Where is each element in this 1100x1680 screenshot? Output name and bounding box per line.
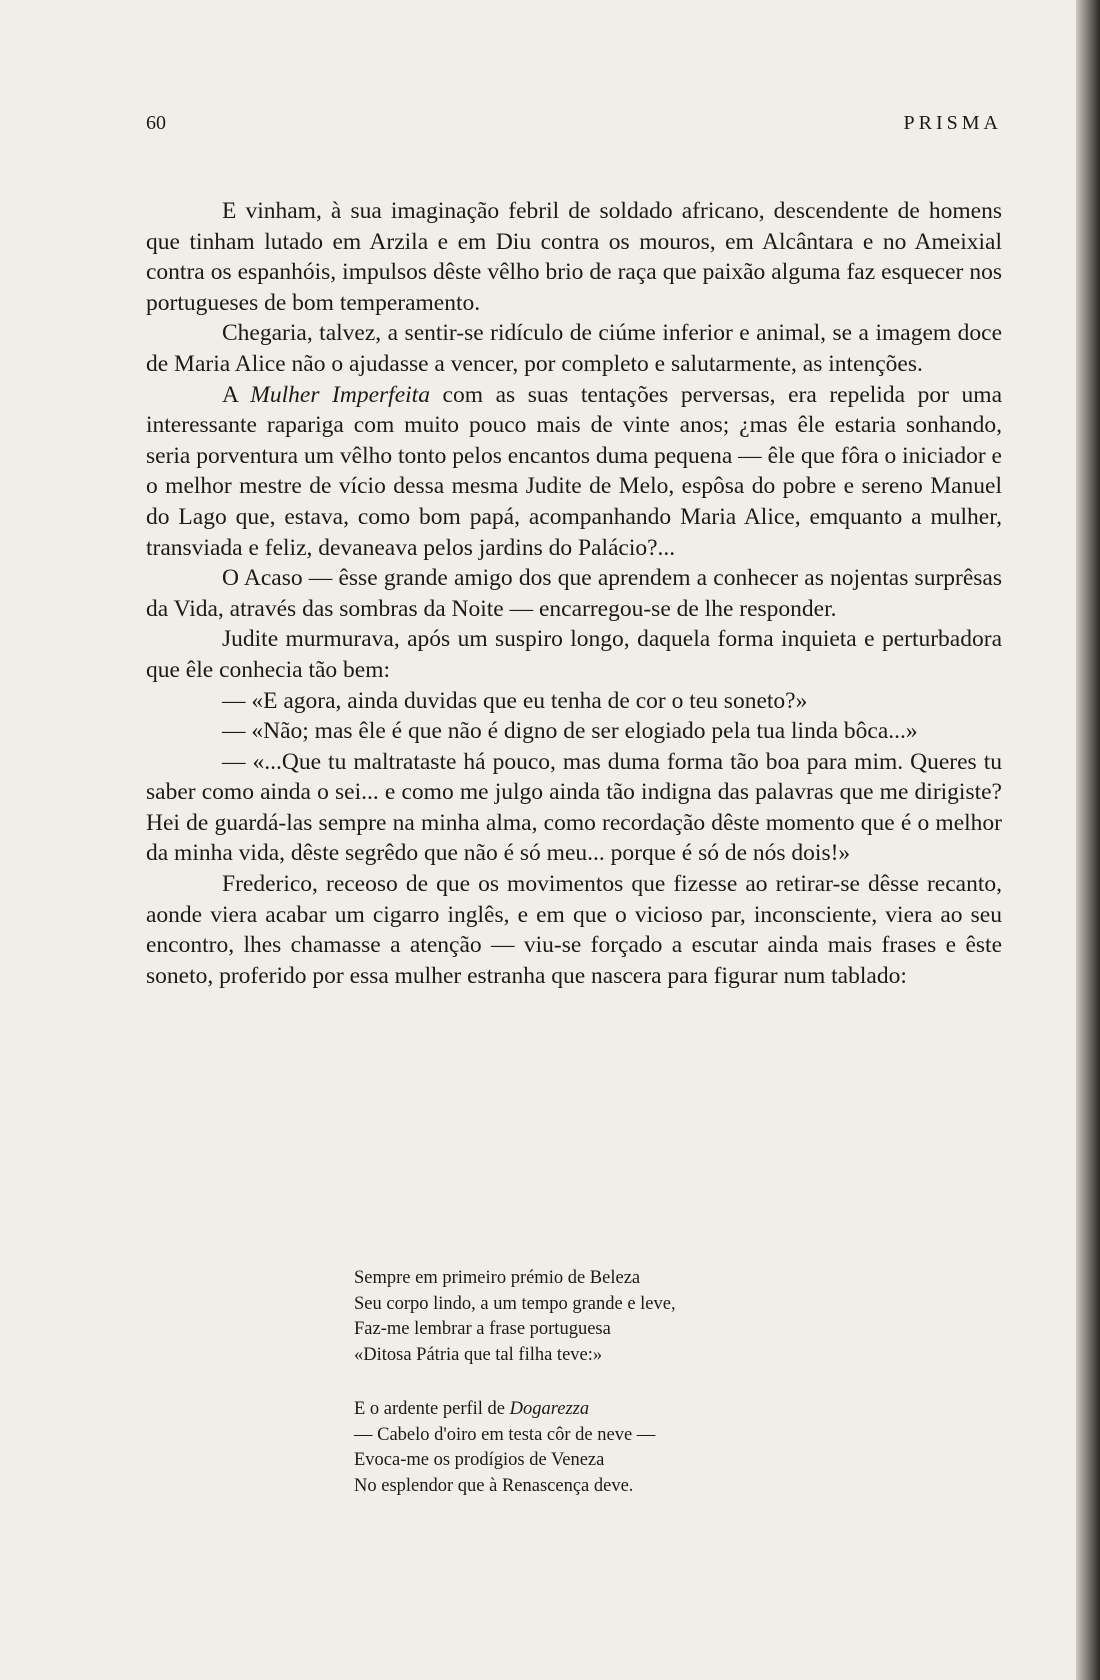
poem-stanza [354,1266,874,1368]
dialogue-line: — «Não; mas êle é que não é digno de ser elogiado pela tua linda bôca...» [222,718,918,745]
dialogue-line: — «E agora, ainda duvidas que eu tenha de cor o teu soneto?» [222,687,808,714]
body-text [146,196,1002,991]
poem-line: — Cabelo d'oiro em testa côr de neve — [354,1424,656,1445]
poem-line: Sempre em primeiro prémio de Beleza [354,1268,641,1288]
text-run: com as suas tentações perversas, era repelida por uma interessante rapariga com muito pouco mais de vinte anos; ¿mas êle estaria sonhando, seria porventura um vêlho tonto pelos encantos duma pequena — êle que fôra o iniciador e o melhor mestre de vício dessa mesma Judite de Melo, espôsa do pobre e sereno Manuel do Lago que, estava, como bom papá, acompanhando Maria Alice, emquanto a mulher, transviada e feliz, devaneava pelos jardins do Palácio?... [146,381,1002,561]
paragraph: Frederico, receoso de que os movimentos que fizesse ao retirar-se dêsse recanto, aonde viera acabar um cigarro inglês, e em que o vicioso par, inconsciente, viera ao seu encontro, lhes chamasse a atenção — viu-se forçado a escutar ainda mais frases e êste soneto, proferido por essa mulher estranha que nascera para figurar num tablado: [146,871,1002,989]
poem-stanza [354,1397,874,1499]
running-head [146,112,1002,138]
poem-line: No esplendor que à Renascença deve. [354,1475,634,1496]
sonnet [354,1266,874,1528]
page-edge-shadow [1076,0,1100,1680]
poem-line: «Ditosa Pátria que tal filha teve:» [354,1344,603,1365]
paragraph: O Acaso — êsse grande amigo dos que aprendem a conhecer as nojentas surprêsas da Vida, através das sombras da Noite — encarregou-se de lhe responder. [146,565,1002,622]
dialogue-line: — «...Que tu maltrataste há pouco, mas duma forma tão boa para mim. Queres tu saber como ainda o sei... e como me julgo ainda tão indigna das palavras que me dirigiste? Hei de guardá-las sempre na minha alma, como recordação dêste momento que é o melhor da minha vida, dêste segrêdo que não é só meu... porque é só de nós dois!» [146,748,1002,867]
journal-title: PRISMA [903,112,1002,134]
italic-word: Dogarezza [509,1399,590,1419]
paragraph [146,380,1002,564]
paragraph: Chegaria, talvez, a sentir-se ridículo de ciúme inferior e animal, se a imagem doce de Maria Alice não o ajudasse a vencer, por completo e salutarmente, as intenções. [146,320,1002,377]
paragraph: Judite murmurava, após um suspiro longo, daquela forma inquieta e perturbadora que êle conhecia tão bem: [146,626,1002,683]
paragraph: E vinham, à sua imaginação febril de soldado africano, descendente de homens que tinham lutado em Arzila e em Diu contra os mouros, em Alcântara e no Ameixial contra os espanhóis, impulsos dêste vêlho brio de raça que paixão alguma faz esquecer nos portugueses de bom temperamento. [146,198,1002,316]
poem-line: Seu corpo lindo, a um tempo grande e leve, [354,1293,676,1314]
poem-line [354,1397,874,1423]
poem-line: Evoca-me os prodígios de Veneza [354,1450,605,1470]
text-run: A [222,381,251,408]
page-number: 60 [146,112,166,134]
text-run: E o ardente perfil de [354,1399,510,1419]
poem-line: Faz-me lembrar a frase portuguesa [354,1319,611,1339]
book-title: Mulher Imperfeita [250,381,430,408]
